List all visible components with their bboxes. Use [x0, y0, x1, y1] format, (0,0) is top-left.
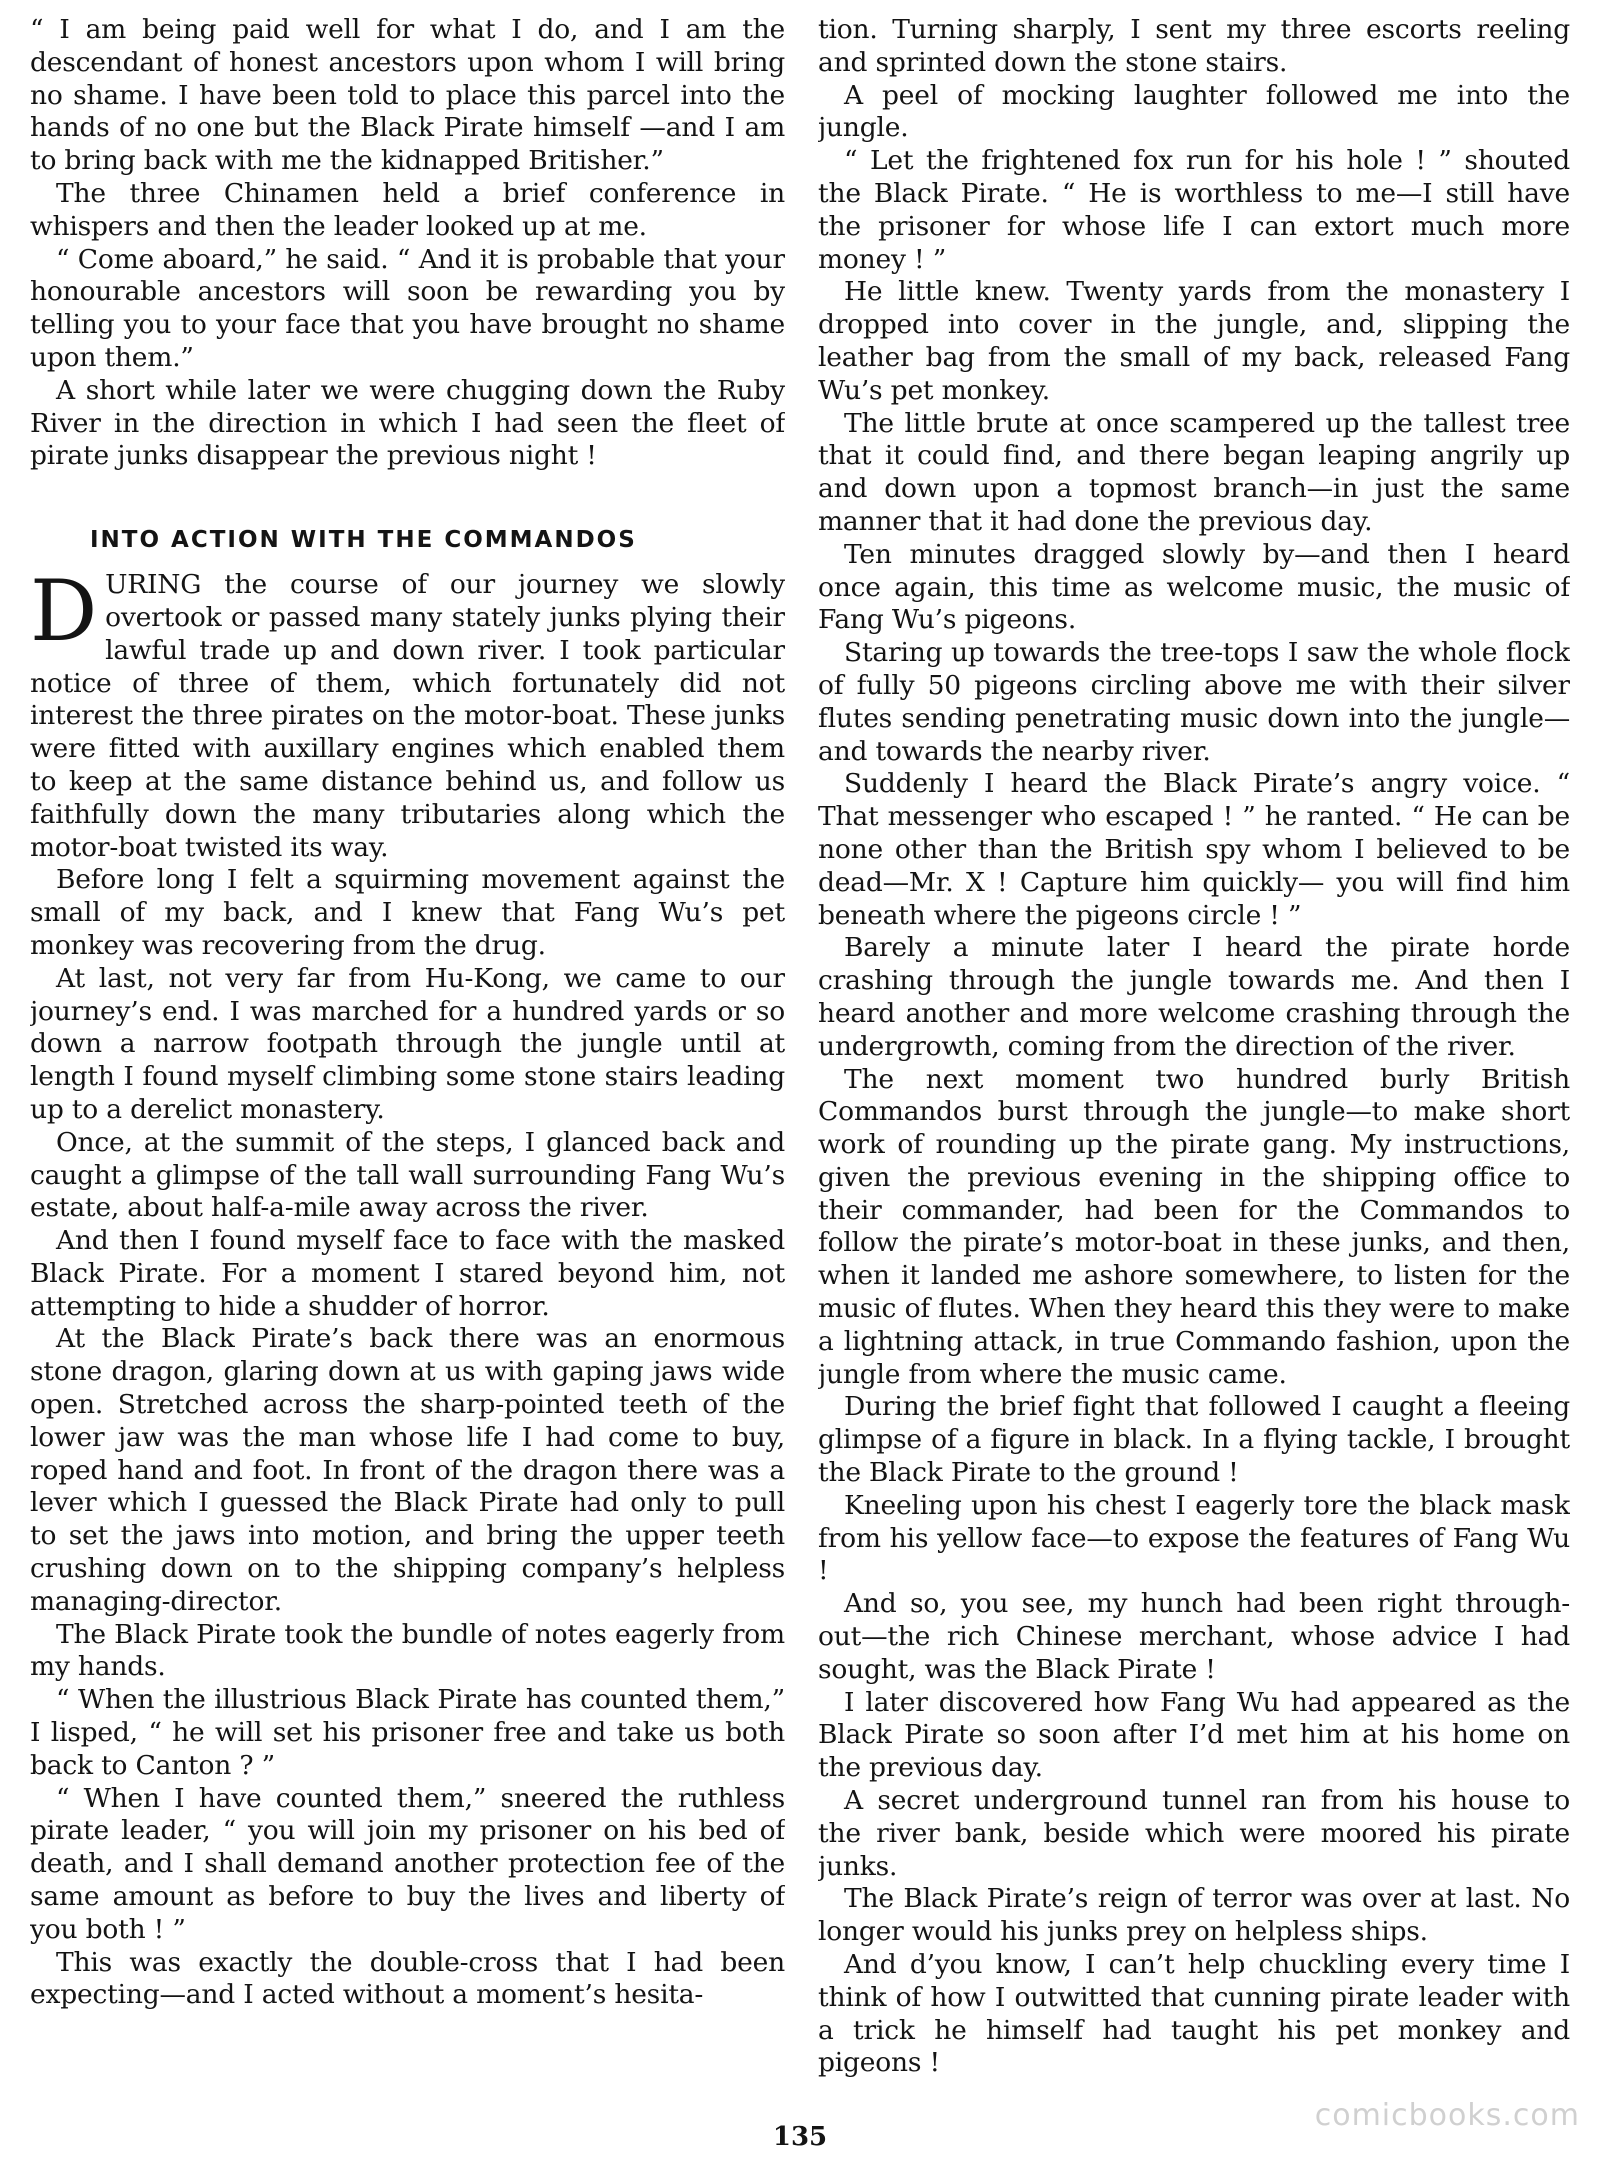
paragraph: Suddenly I heard the Black Pirate’s angry voice. “ That messenger who escaped ! ” he ranted. “ He can be none other than the British spy whom I believed to be dead—Mr. X ! Capture him quickly— you will find him beneath where the pigeons circle ! ”	[818, 768, 1570, 931]
paragraph: “ Come aboard,” he said. “ And it is probable that your honourable ancestors will soon be rewarding you by telling you to your face that you have brought no shame upon them.”	[30, 243, 785, 373]
paragraph: “ Let the frightened fox run for his hole ! ” shouted the Black Pirate. “ He is worthless to me—I still have the prisoner for whose life I can extort much more money ! ”	[818, 145, 1570, 275]
watermark: comicbooks.com	[1314, 2098, 1580, 2133]
paragraph: The next moment two hundred burly British Commandos burst through the jungle—to make short work of rounding up the pirate gang. My instructions, given the previous evening in the shipping office to their commander, had been for the Commandos to follow the pirate’s motor-boat in these junks, and then, when it landed me ashore somewhere, to listen for the music of flutes. When they heard this they were to make a lightning attack, in true Commando fashion, upon the jungle from where the music came.	[818, 1063, 1570, 1390]
paragraph: “ When the illustrious Black Pirate has counted them,” I lisped, “ he will set his prisoner free and take us both back to Canton ? ”	[30, 1684, 785, 1781]
left-column	[30, 14, 785, 2114]
paragraph-with-dropcap	[30, 562, 785, 864]
paragraph: During the brief fight that followed I caught a fleeing glimpse of a figure in black. In a flying tackle, I brought the Black Pirate to the ground !	[818, 1391, 1570, 1489]
paragraph: I later discovered how Fang Wu had appeared as the Black Pirate so soon after I’d met him at his home on the previous day.	[818, 1686, 1570, 1784]
paragraph: A short while later we were chugging down the Ruby River in the direction in which I had seen the fleet of pirate junks disappear the previous night !	[30, 374, 785, 472]
paragraph: And so, you see, my hunch had been right through- out—the rich Chinese merchant, whose advice I had sought, was the Black Pirate !	[818, 1588, 1570, 1685]
paragraph: The Black Pirate took the bundle of notes eagerly from my hands.	[30, 1618, 785, 1683]
paragraph-text: URING the course of our journey we slowly overtook or passed many stately junks plying their lawful trade up and down river. I took particular notice of three of them, which fortunately did not interest the three pirates on the motor-boat. These junks were fitted with auxillary engines which enabled them to keep at the same distance behind us, and follow us faithfully down the many tributaries along which the motor-boat twisted its way.	[30, 569, 785, 863]
paragraph: The little brute at once scampered up the tallest tree that it could find, and there began leaping angrily up and down upon a topmost branch—in just the same manner that it had done the previous day.	[818, 407, 1570, 537]
paragraph: A peel of mocking laughter followed me into the jungle.	[818, 79, 1570, 144]
section-heading: INTO ACTION WITH THE COMMANDOS	[90, 527, 637, 554]
paragraph: The Black Pirate’s reign of terror was over at last. No longer would his junks prey on helpless ships.	[818, 1883, 1570, 1948]
right-column	[818, 14, 1570, 2114]
paragraph: Kneeling upon his chest I eagerly tore the black mask from his yellow face—to expose the features of Fang Wu !	[818, 1489, 1570, 1587]
paragraph: “ I am being paid well for what I do, and I am the descendant of honest ancestors upon whom I will bring no shame. I have been told to place this parcel into the hands of no one but the Black Pirate himself —and I am to bring back with me the kidnapped Britisher.”	[30, 14, 785, 177]
paragraph: Before long I felt a squirming movement against the small of my back, and I knew that Fang Wu’s pet monkey was recovering from the drug.	[30, 864, 785, 961]
paragraph: Staring up towards the tree-tops I saw the whole flock of fully 50 pigeons circling above me with their silver flutes sending penetrating music down into the jungle—and towards the nearby river.	[818, 637, 1570, 767]
paragraph: He little knew. Twenty yards from the monastery I dropped into cover in the jungle, and, slipping the leather bag from the small of my back, released Fang Wu’s pet monkey.	[818, 276, 1570, 406]
paragraph: “ When I have counted them,” sneered the ruthless pirate leader, “ you will join my prisoner on his bed of death, and I shall demand another protection fee of the same amount as before to buy the lives and liberty of you both ! ”	[30, 1782, 785, 1945]
paragraph: Barely a minute later I heard the pirate horde crashing through the jungle towards me. And then I heard another and more welcome crashing through the undergrowth, coming from the direction of the river.	[818, 932, 1570, 1062]
drop-cap: D	[30, 562, 98, 661]
paragraph: Ten minutes dragged slowly by—and then I heard once again, this time as welcome music, the music of Fang Wu’s pigeons.	[818, 538, 1570, 636]
paragraph: This was exactly the double-cross that I had been expecting—and I acted without a moment’s hesita-	[30, 1946, 785, 2011]
paragraph: The three Chinamen held a brief conference in whispers and then the leader looked up at me.	[30, 177, 785, 242]
paragraph: A secret underground tunnel ran from his house to the river bank, beside which were moored his pirate junks.	[818, 1785, 1570, 1882]
paragraph: At last, not very far from Hu-Kong, we came to our journey’s end. I was marched for a hundred yards or so down a narrow footpath through the jungle until at length I found myself climbing some stone stairs leading up to a derelict monastery.	[30, 962, 785, 1125]
paragraph: And d’you know, I can’t help chuckling every time I think of how I outwitted that cunning pirate leader with a trick he himself had taught his pet monkey and pigeons !	[818, 1949, 1570, 2079]
paragraph: Once, at the summit of the steps, I glanced back and caught a glimpse of the tall wall surrounding Fang Wu’s estate, about half-a-mile away across the river.	[30, 1126, 785, 1224]
paragraph: tion. Turning sharply, I sent my three escorts reeling and sprinted down the stone stairs.	[818, 14, 1570, 78]
page-number: 135	[772, 2122, 828, 2152]
paragraph: And then I found myself face to face with the masked Black Pirate. For a moment I stared beyond him, not attempting to hide a shudder of horror.	[30, 1225, 785, 1322]
paragraph: At the Black Pirate’s back there was an enormous stone dragon, glaring down at us with gaping jaws wide open. Stretched across the sharp-pointed teeth of the lower jaw was the man whose life I had come to buy, roped hand and foot. In front of the dragon there was a lever which I guessed the Black Pirate had only to pull to set the jaws into motion, and bring the upper teeth crushing down on to the shipping company’s helpless managing-director.	[30, 1323, 785, 1617]
